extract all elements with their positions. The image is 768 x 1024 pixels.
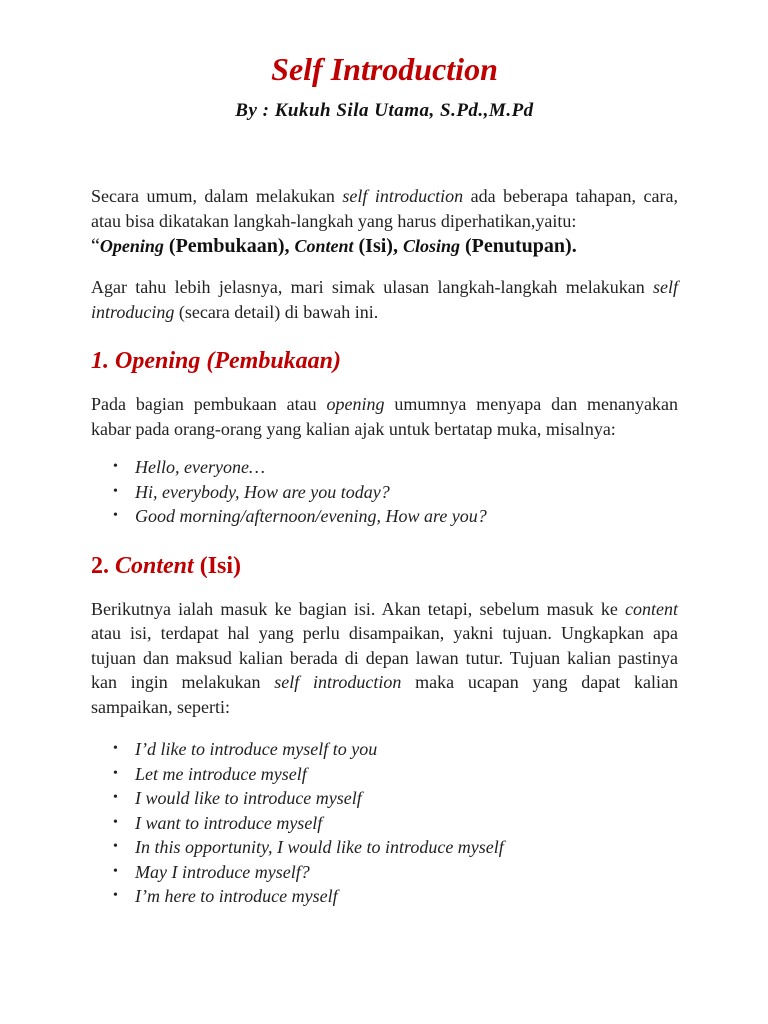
list-item	[91, 504, 678, 529]
list-item-text: Hi, everybody, How are you today?	[135, 481, 390, 502]
section-heading-emphasis: Content	[115, 552, 194, 579]
section1-paragraph	[91, 392, 678, 441]
list-item-text: I’d like to introduce myself to you	[135, 739, 378, 759]
list-item-text: I want to introduce myself	[135, 812, 323, 833]
intro-text: Secara umum, dalam melakukan	[91, 186, 343, 206]
list-item	[91, 860, 678, 885]
bullet: •	[113, 888, 118, 903]
list-item-text: I’m here to introduce myself	[135, 886, 338, 906]
section2-text: atau isi, terdapat hal yang perlu disampaikan, yakni tujuan. Ungkapkan apa tujuan dan maksud kalian berada di depan lawan tutur. Tujuan kalian pastinya kan ingin melakukan	[91, 623, 678, 692]
bullet: •	[113, 483, 118, 499]
intro2-text: Agar tahu lebih jelasnya, mari simak ulasan langkah-langkah melakukan	[91, 277, 653, 297]
bullet: •	[113, 765, 118, 781]
section-heading-content	[91, 551, 678, 581]
phase-opening-translation: (Pembukaan),	[168, 235, 290, 257]
intro2-emphasis: self introducing	[91, 277, 678, 322]
opening-examples-list	[91, 455, 678, 529]
bullet: •	[113, 814, 118, 830]
intro-paragraph	[91, 184, 678, 233]
list-item	[91, 811, 678, 836]
section2-text: maka ucapan yang dapat kalian sampaikan, seperti:	[91, 672, 679, 717]
author-line: By : Kukuh Sila Utama, S.Pd.,M.Pd	[235, 100, 534, 121]
list-item-text: Hello, everyone…	[135, 457, 265, 477]
document-title: Self Introduction	[271, 51, 498, 87]
open-quote: “	[91, 235, 100, 257]
intro-paragraph-2	[91, 275, 678, 324]
phase-closing: Closing	[402, 236, 460, 256]
bullet: •	[113, 863, 118, 879]
list-item-text: I would like to introduce myself	[135, 788, 362, 808]
section1-text: umumnya menyapa dan menanyakan kabar pada orang-orang yang kalian ajak untuk bertatap muka, misalnya:	[91, 394, 678, 439]
phase-content: Content	[294, 236, 354, 256]
section2-emphasis: self introduction	[274, 672, 402, 692]
section2-text: Berikutnya ialah masuk ke bagian isi. Akan tetapi, sebelum masuk ke	[91, 598, 626, 619]
list-item	[91, 884, 678, 909]
section2-paragraph	[91, 597, 678, 720]
bullet: •	[113, 459, 118, 474]
intro2-text: (secara detail) di bawah ini.	[174, 301, 379, 322]
phase-closing-translation: (Penutupan).	[465, 235, 577, 257]
bullet: •	[113, 790, 118, 805]
section1-text: Pada bagian pembukaan atau	[91, 394, 327, 414]
section-number: 2.	[91, 552, 109, 579]
list-item	[91, 480, 678, 505]
section2-emphasis: content	[625, 598, 678, 619]
list-item	[91, 737, 678, 762]
list-item	[91, 762, 678, 787]
phases-line	[91, 233, 678, 259]
list-item	[91, 786, 678, 811]
section-heading-translation: (Isi)	[199, 552, 242, 579]
content-examples-list	[91, 737, 678, 909]
list-item-text: Good morning/afternoon/evening, How are you?	[135, 506, 487, 526]
list-item	[91, 455, 678, 480]
phase-content-translation: (Isi),	[358, 235, 398, 257]
section-heading-opening: 1. Opening (Pembukaan)	[91, 348, 342, 374]
bullet: •	[113, 839, 118, 854]
phase-opening: Opening	[99, 236, 164, 256]
intro-text: ada beberapa tahapan, cara, atau bisa dikatakan langkah-langkah yang harus diperhatikan,yaitu:	[91, 186, 678, 231]
list-item-text: In this opportunity, I would like to introduce myself	[135, 837, 504, 857]
intro-emphasis: self introduction	[342, 186, 464, 206]
section1-emphasis: opening	[326, 394, 385, 414]
bullet: •	[113, 508, 118, 523]
list-item-text: Let me introduce myself	[135, 763, 307, 784]
list-item	[91, 835, 678, 860]
bullet: •	[113, 741, 118, 756]
list-item-text: May I introduce myself?	[135, 861, 310, 882]
